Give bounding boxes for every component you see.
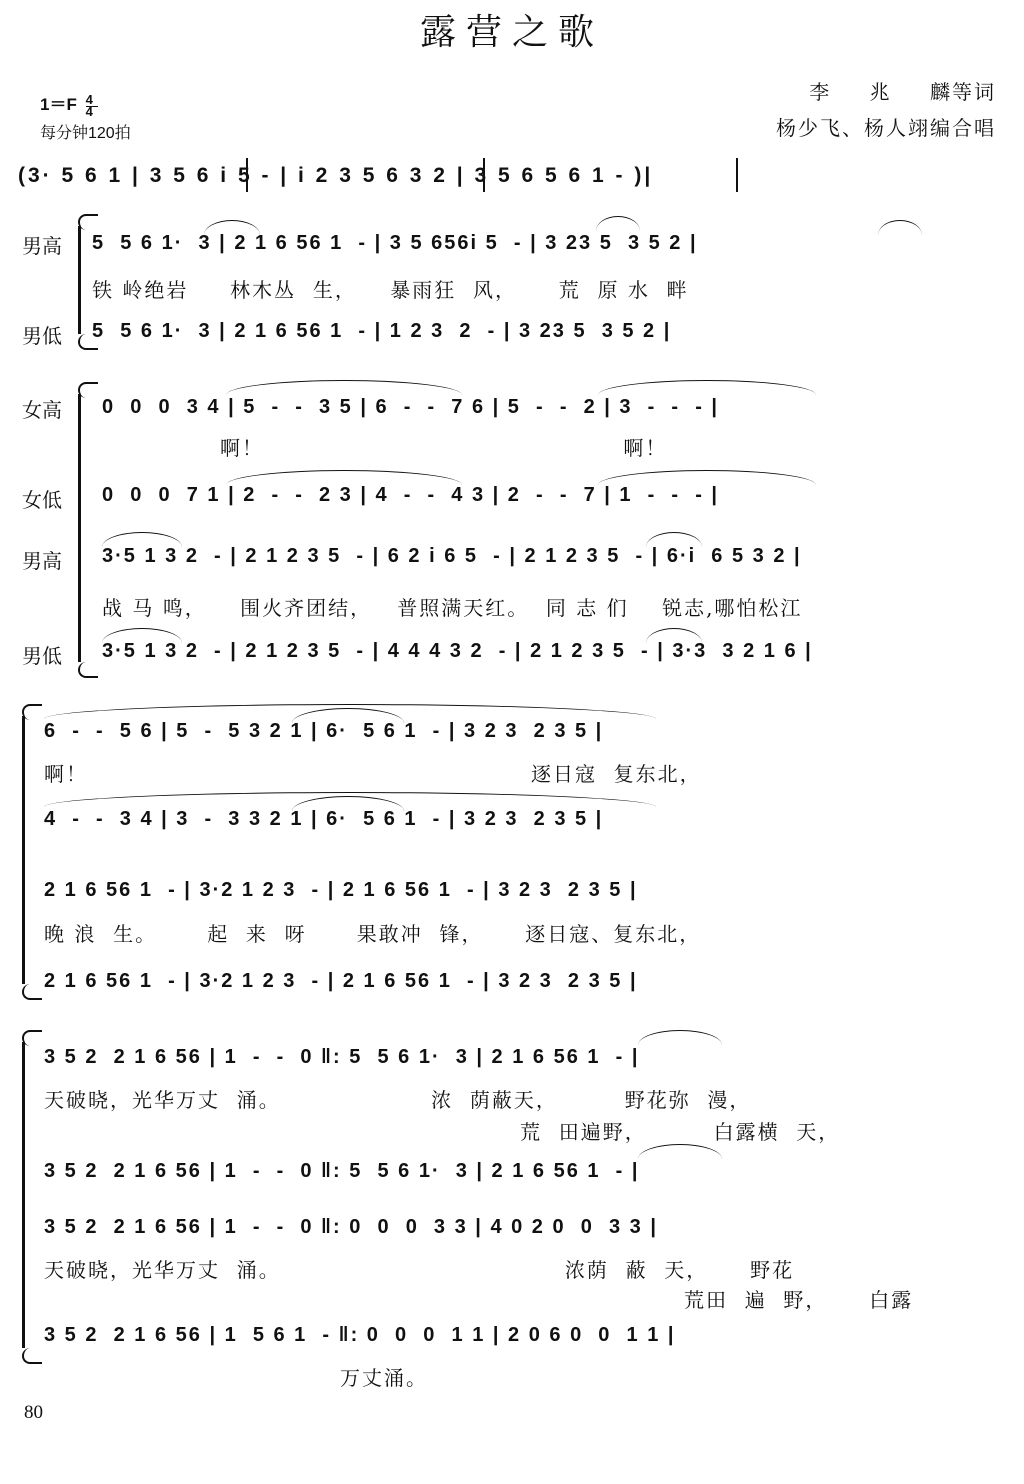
time-signature xyxy=(85,91,93,119)
arranger-credit: 杨少飞、杨人翊编合唱 xyxy=(776,116,996,140)
part-label-soprano: 女高 xyxy=(22,398,62,422)
page-number: 80 xyxy=(24,1402,43,1423)
barline xyxy=(736,158,738,192)
tenor-notes: 2 1 6 56 1 - | 3·2 1 2 3 - | 2 1 6 56 1 - | 3 2 3 2 3 5 | xyxy=(44,879,638,901)
line1-notes: 3 5 2 2 1 6 56 | 1 - - 0 ‖: 5 5 6 1· 3 | 2 1 6 56 1 - | xyxy=(44,1046,640,1068)
line1-lyrics: 天破晓，光华万丈 涌。 浓 荫蔽天， 野花弥 漫， xyxy=(44,1088,752,1112)
line3-lyrics-verse2: 荒田 遍 野， 白露 xyxy=(684,1288,914,1312)
system-brace xyxy=(78,214,98,230)
system-brace xyxy=(78,662,98,678)
system-brace xyxy=(22,984,42,1000)
slur xyxy=(226,470,462,485)
slur xyxy=(204,220,260,235)
slur xyxy=(638,1030,722,1045)
system-bracket xyxy=(78,226,81,334)
slur xyxy=(598,380,816,395)
tenor-lyrics: 战 马 鸣， 围火齐团结， 普照满天红。 同 志 们 锐志,哪怕松江 xyxy=(102,596,803,620)
slur xyxy=(646,628,702,643)
bass-notes: 5 5 6 1· 3 | 2 1 6 56 1 - | 1 2 3 2 - | 3 23 5 3 5 2 | xyxy=(92,320,672,342)
tenor-lyrics: 晚 浪 生。 起 来 呀 果敢冲 锋， 逐日寇、复东北， xyxy=(44,922,702,946)
soprano-lyrics: 啊！ 逐日寇 复东北， xyxy=(44,762,702,786)
system-bracket xyxy=(78,394,81,662)
part-label-tenor: 男高 xyxy=(22,549,62,573)
alto-notes: 0 0 0 7 1 | 2 - - 2 3 | 4 - - 4 3 | 2 - - 7 | 1 - - - | xyxy=(102,484,720,506)
line3-lyrics: 天破晓，光华万丈 涌。 浓荫 蔽 天， 野花 xyxy=(44,1258,795,1282)
slur xyxy=(646,532,702,547)
part-label-tenor: 男高 xyxy=(22,234,62,258)
key-text: 1＝F xyxy=(40,95,77,114)
tenor-notes: 5 5 6 1· 3 | 2 1 6 56 1 - | 3 5 656i 5 - | 3 23 5 3 5 2 | xyxy=(92,232,698,254)
line4-notes: 3 5 2 2 1 6 56 | 1 5 6 1 - ‖: 0 0 0 1 1 | 2 0 6 0 0 1 1 | xyxy=(44,1324,676,1346)
part-label-alto: 女低 xyxy=(22,488,62,512)
system-bracket xyxy=(22,1042,25,1348)
time-bottom: 4 xyxy=(85,103,93,119)
system-brace xyxy=(22,1030,42,1046)
song-title: 露营之歌 xyxy=(419,12,604,53)
line1-lyrics-verse2: 荒 田遍野， 白露横 天， xyxy=(520,1120,841,1144)
tempo-marking: 每分钟120拍 xyxy=(40,125,131,142)
line4-lyrics: 万丈涌。 xyxy=(340,1366,428,1390)
system-brace xyxy=(22,1348,42,1364)
system-bracket xyxy=(22,716,25,984)
intro-notes: (3· 5 6 1 | 3 5 6 i 5 - | i 2 3 5 6 3 2 | 3 5 6 5 6 1 - )| xyxy=(18,164,654,187)
part-label-bass: 男低 xyxy=(22,324,62,348)
slur xyxy=(598,470,816,485)
slur xyxy=(638,1144,722,1159)
slur xyxy=(226,380,462,395)
tenor-lyrics: 铁 岭绝岩 林木丛 生， 暴雨狂 风， 荒 原 水 畔 xyxy=(92,278,689,302)
bass-notes: 3·5 1 3 2 - | 2 1 2 3 5 - | 4 4 4 3 2 - | 2 1 2 3 5 - | 3·3 3 2 1 6 | xyxy=(102,640,813,662)
bass-notes: 2 1 6 56 1 - | 3·2 1 2 3 - | 2 1 6 56 1 - | 3 2 3 2 3 5 | xyxy=(44,970,638,992)
soprano-notes: 0 0 0 3 4 | 5 - - 3 5 | 6 - - 7 6 | 5 - - 2 | 3 - - - | xyxy=(102,396,720,418)
line3-notes: 3 5 2 2 1 6 56 | 1 - - 0 ‖: 0 0 0 3 3 | 4 0 2 0 0 3 3 | xyxy=(44,1216,658,1238)
line2-notes: 3 5 2 2 1 6 56 | 1 - - 0 ‖: 5 5 6 1· 3 | 2 1 6 56 1 - | xyxy=(44,1160,640,1182)
slur xyxy=(102,532,182,547)
system-brace xyxy=(78,382,98,398)
barline xyxy=(246,158,248,192)
alto-notes: 4 - - 3 4 | 3 - 3 3 2 1 | 6· 5 6 1 - | 3 2 3 2 3 5 | xyxy=(44,808,604,830)
tenor-notes: 3·5 1 3 2 - | 2 1 2 3 5 - | 6 2 i 6 5 - | 2 1 2 3 5 - | 6·i 6 5 3 2 | xyxy=(102,545,802,567)
slur xyxy=(878,220,922,235)
slur xyxy=(596,216,640,231)
lyricist-credit: 李 兆 麟等词 xyxy=(809,80,996,104)
soprano-lyrics: 啊！ 啊！ xyxy=(220,436,668,460)
time-top: 4 xyxy=(85,91,93,107)
system-brace xyxy=(22,704,42,720)
soprano-notes: 6 - - 5 6 | 5 - 5 3 2 1 | 6· 5 6 1 - | 3 2 3 2 3 5 | xyxy=(44,720,604,742)
part-label-bass: 男低 xyxy=(22,644,62,668)
barline xyxy=(483,158,485,192)
slur xyxy=(102,628,182,643)
key-signature xyxy=(40,90,93,118)
